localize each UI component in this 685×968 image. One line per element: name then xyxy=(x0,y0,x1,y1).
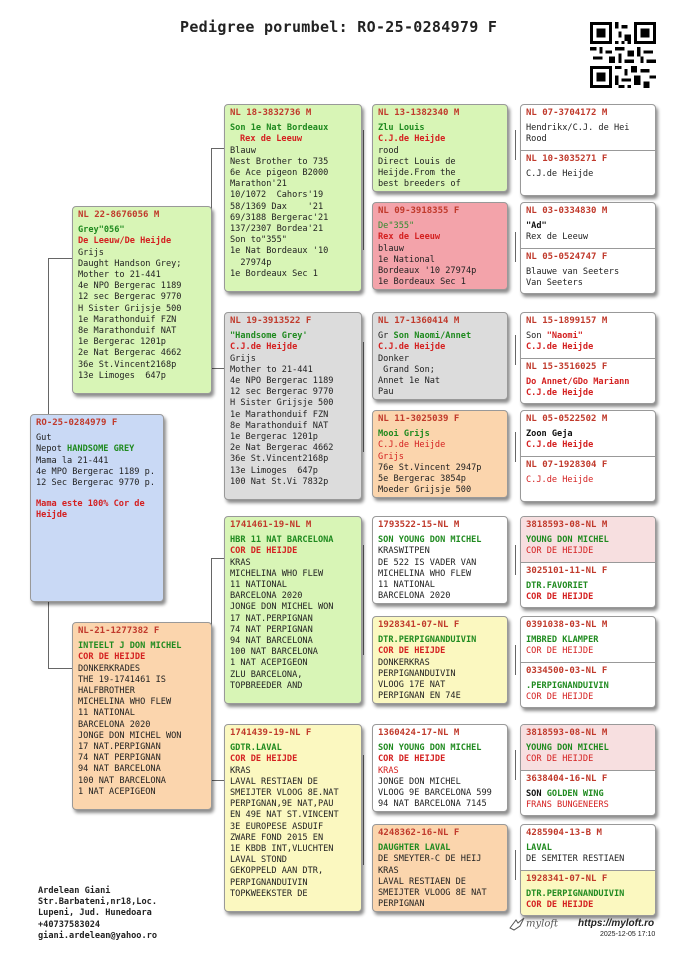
color-text: Gut xyxy=(36,433,52,444)
info-line: VLOOG 17E NAT xyxy=(378,680,446,691)
connector xyxy=(363,342,364,452)
pigeon-name: "Ad" xyxy=(526,221,547,232)
connector xyxy=(515,645,516,675)
breeder-name: COR DE HEIJDE xyxy=(526,900,594,911)
info-line: 2e Nat Bergerac 4662 xyxy=(78,348,182,359)
ring-number: NL 18-3832736 M xyxy=(230,108,312,118)
breeder-name: COR DE HEIJDE xyxy=(526,592,594,603)
owner-phone: +40737583024 xyxy=(38,919,101,930)
info-line: 8e Marathonduif NAT xyxy=(230,420,329,431)
info-line: 137/2307 Bordea'21 xyxy=(230,224,324,235)
info-line: PERPIGNANDUIVIN xyxy=(230,877,308,888)
info-line: Mother to 21-441 xyxy=(230,364,313,375)
pigeon-name: SON YOUNG DON MICHEL xyxy=(378,743,482,754)
info-line: KRAS xyxy=(230,765,251,776)
info-line: rood xyxy=(378,145,399,156)
granddam-paternal-card[interactable] xyxy=(224,312,362,500)
spacer xyxy=(36,489,158,499)
ring-number: NL-21-1277382 F xyxy=(78,626,160,636)
connector xyxy=(211,780,224,781)
info-line: KRAS xyxy=(230,557,251,568)
breeder-name: COR DE HEIJDE xyxy=(78,652,146,663)
gen4-card[interactable] xyxy=(372,312,508,400)
pigeon-name: DTR.FAVORIET xyxy=(526,581,589,592)
info-line: Daught Handson Grey; xyxy=(78,258,182,269)
breeder-name: FRANS BUNGENEERS xyxy=(526,800,609,811)
info-line: 94 NAT BARCELONA xyxy=(78,764,161,775)
gen5-dam[interactable] xyxy=(521,563,655,608)
ring-number: 1741461-19-NL M xyxy=(230,520,312,530)
owner-email[interactable]: giani.ardelean@yahoo.ro xyxy=(38,930,157,941)
info-line: 11 NATIONAL xyxy=(378,580,435,591)
info-line: PERPIGNANDUIVIN xyxy=(378,668,456,679)
ring-number: NL 07-3704172 M xyxy=(526,108,608,118)
info-line: Rood xyxy=(526,134,547,145)
breeder-name: C.J.de Heijde xyxy=(526,388,594,399)
info-line: 5e Bergerac 3854p xyxy=(378,474,466,485)
dam-card[interactable] xyxy=(72,622,212,810)
info-line: LAVAL STOND xyxy=(230,855,287,866)
info-line: JONGE DON MICHEL xyxy=(378,776,461,787)
info-line: 1 NAT ACEPIGEON xyxy=(78,786,156,797)
ring-number: 4248362-16-NL F xyxy=(378,828,460,838)
breeder-name: COR DE HEIJDE xyxy=(378,646,446,657)
info-line: MICHELINA WHO FLEW xyxy=(230,568,324,579)
info-line: KRASWITPEN xyxy=(378,546,430,557)
ring-number: NL 09-3918355 F xyxy=(378,206,460,216)
ring-number: 3818593-08-NL M xyxy=(526,520,608,530)
ring-number: 1793522-15-NL M xyxy=(378,520,460,530)
info-line: 94 NAT BARCELONA 7145 xyxy=(378,799,487,810)
info-line: ZWARE FOND 2015 EN xyxy=(230,832,324,843)
info-line: Rex de Leeuw xyxy=(526,232,589,243)
granddam-maternal-card[interactable] xyxy=(224,724,362,912)
pigeon-name: YOUNG DON MICHEL xyxy=(526,743,609,754)
ring-number: NL 05-0522502 M xyxy=(526,414,608,424)
pigeon-name: LAVAL xyxy=(526,843,552,854)
info-line: Van Seeters xyxy=(526,278,583,289)
gen5-dam[interactable] xyxy=(521,663,655,708)
info-line: MICHELINA WHO FLEW xyxy=(78,697,172,708)
pigeon-name: DAUGHTER LAVAL xyxy=(378,843,451,854)
info-line: BARCELONA 2020 xyxy=(78,719,151,730)
pigeon-name: Mooi Grijs xyxy=(378,429,430,440)
info-line: VLOOG 9E BARCELONA 599 xyxy=(378,788,492,799)
info-line: C.J.de Heijde xyxy=(526,169,594,180)
info-line: LAVAL RESTIAEN DE xyxy=(378,876,466,887)
info-line: Blauw xyxy=(230,145,256,156)
info-line: 6e Ace pigeon B2000 xyxy=(230,168,329,179)
gen5-sire[interactable] xyxy=(521,203,655,249)
info-line: SMEIJTER VLOOG 8E NAT xyxy=(378,888,487,899)
owner-info xyxy=(38,886,157,942)
gen5-pair-card[interactable] xyxy=(520,824,656,916)
breeder-name: De Leeuw/De Heijde xyxy=(78,236,172,247)
gen5-dam[interactable] xyxy=(521,359,655,404)
gen5-pair-card[interactable] xyxy=(520,724,656,816)
breeder-name: C.J.de Heijde xyxy=(378,342,446,353)
sire-card[interactable] xyxy=(72,206,212,394)
pigeon-name: Grey"056" xyxy=(78,225,125,236)
ring-number: NL 17-1360414 M xyxy=(378,316,460,326)
connector xyxy=(211,368,224,369)
logo-text: myloft xyxy=(526,918,559,930)
info-line: PERPIGNAN xyxy=(378,899,425,910)
info-line: 1e Bergerac 1201p xyxy=(78,337,166,348)
info-line: 4e NPO Bergerac 1189 xyxy=(78,281,182,292)
pigeon-name: IMBRED KLAMPER xyxy=(526,635,599,646)
info-line: 13e Limoges 647p xyxy=(230,465,318,476)
breeder-name: C.J.de Heijde xyxy=(378,134,446,145)
info-line: 1e Marathonduif FZN xyxy=(230,409,329,420)
breeder-name: C.J.de Heijde xyxy=(378,440,446,451)
ring-number: 0391038-03-NL M xyxy=(526,620,608,630)
gen5-pair-card[interactable] xyxy=(520,516,656,608)
connector xyxy=(48,258,72,259)
connector xyxy=(48,602,49,668)
connector xyxy=(515,545,516,575)
info-line: H Sister Grijsje 500 xyxy=(78,303,182,314)
info-line: Hendrikx/C.J. de Hei xyxy=(526,123,630,134)
ring-number: 4285904-13-B M xyxy=(526,828,602,838)
connector xyxy=(515,850,516,880)
ring-number: NL 15-3516025 F xyxy=(526,362,608,372)
gen5-pair-card[interactable] xyxy=(520,616,656,708)
ring-number: 3818593-08-NL M xyxy=(526,728,608,738)
info-line: Pau xyxy=(378,387,394,398)
gen5-sire[interactable] xyxy=(521,617,655,663)
info-line: 17 NAT.PERPIGNAN xyxy=(78,742,161,753)
info-line: DE SEMITER RESTIAEN xyxy=(526,854,625,865)
pigeon-name: "Handsome Grey' xyxy=(230,331,308,342)
breeder-name: COR DE HEIJDE xyxy=(230,546,298,557)
info-line: THE 19-1741461 IS xyxy=(78,674,166,685)
ring-number: 3025101-11-NL F xyxy=(526,566,608,576)
pigeon-name: De"355" xyxy=(378,221,415,232)
info-line: 1e Bergerac 1201p xyxy=(230,432,318,443)
connector xyxy=(48,668,72,669)
ring-number: 1928341-07-NL F xyxy=(526,874,608,884)
connector xyxy=(515,335,516,365)
pigeon-name: Gr Son Naomi/Annet xyxy=(378,331,472,342)
pigeon-name: Do Annet/GDo Mariann xyxy=(526,377,630,388)
info-line: KRAS xyxy=(378,865,399,876)
info-line: Grijs xyxy=(230,353,256,364)
info-line: JONGE DON MICHEL WON xyxy=(78,730,182,741)
info-line: GEKOPPELD AAN DTR, xyxy=(230,866,324,877)
page-title: Pedigree porumbel: RO-25-0284979 F xyxy=(180,18,498,36)
gen5-sire[interactable] xyxy=(521,313,655,359)
info-line: 17 NAT.PERPIGNAN xyxy=(230,613,313,624)
myloft-logo xyxy=(508,916,558,932)
pigeon-name: SON GOLDEN WING xyxy=(526,789,604,800)
info-line: 100 Nat St.Vi 7832p xyxy=(230,476,329,487)
info-line: Donker xyxy=(378,353,410,364)
gen5-dam[interactable] xyxy=(521,871,655,916)
pigeon-name: DTR.PERPIGNANDUIVIN xyxy=(378,635,477,646)
breeder-name: COR DE HEIJDE xyxy=(526,646,594,657)
info-line: 8e Marathonduif NAT xyxy=(78,326,177,337)
pigeon-name: HBR 11 NAT BARCELONA xyxy=(230,535,334,546)
gen5-sire[interactable] xyxy=(521,517,655,563)
info-line: PERPIGNAN,9E NAT,PAU xyxy=(230,799,334,810)
info-line: Heijde.From the xyxy=(378,168,456,179)
info-line: 1 NAT ACEPIGEON xyxy=(230,658,308,669)
connector xyxy=(363,755,364,865)
grandsire-paternal-card[interactable] xyxy=(224,104,362,292)
info-line: 1e Nat Bordeaux '10 xyxy=(230,246,329,257)
info-line: blauw xyxy=(378,243,404,254)
info-line: 2e Nat Bergerac 4662 xyxy=(230,443,334,454)
info-line: HALFBROTHER xyxy=(78,686,135,697)
info-line: Marathon'21 xyxy=(230,179,287,190)
gen5-pair-card[interactable] xyxy=(520,104,656,196)
gen5-pair-card[interactable] xyxy=(520,202,656,294)
info-line: Mother to 21-441 xyxy=(78,270,161,281)
ring-number: 0334500-03-NL F xyxy=(526,666,608,676)
info-line: 74 NAT PERPIGNAN xyxy=(230,624,313,635)
gen4-card[interactable] xyxy=(372,824,508,912)
connector xyxy=(515,432,516,462)
info-line: 13e Limoges 647p xyxy=(78,370,166,381)
info-line: 69/3188 Bergerac'21 xyxy=(230,212,329,223)
info-line: 1e Bordeaux Sec 1 xyxy=(230,268,318,279)
breeder-name: COR DE HEIJDE xyxy=(526,754,594,765)
gen5-pair-card[interactable] xyxy=(520,410,656,502)
info-line: 100 NAT BARCELONA xyxy=(78,775,166,786)
ring-number: 1360424-17-NL M xyxy=(378,728,460,738)
info-line: 1E KBDB INT,VLUCHTEN xyxy=(230,844,334,855)
grandsire-maternal-card[interactable] xyxy=(224,516,362,704)
ring-number: 3638404-16-NL F xyxy=(526,774,608,784)
info-line: Grand Son; xyxy=(378,364,435,375)
gen5-dam[interactable] xyxy=(521,771,655,816)
info-line: LAVAL RESTIAEN DE xyxy=(230,776,318,787)
breeder-name: C.J.de Heijde xyxy=(230,342,298,353)
website-link[interactable]: https://myloft.ro xyxy=(578,918,655,929)
pigeon-name: Zoon Geja xyxy=(526,429,573,440)
info-line: Mama la 21-441 xyxy=(36,455,109,466)
info-line: PERPIGNAN EN 74E xyxy=(378,691,461,702)
breeder-name: C.J.de Heijde xyxy=(526,475,594,486)
info-line: Nepot HANDSOME GREY xyxy=(36,444,135,455)
owner-address: Str.Barbateni,nr18,Loc. xyxy=(38,897,157,908)
info-line: 1e National xyxy=(378,254,435,265)
breeder-name: Rex de Leeuw xyxy=(240,134,303,145)
connector xyxy=(363,130,364,250)
gen4-card[interactable] xyxy=(372,202,508,290)
connector xyxy=(48,258,49,414)
owner-city: Lupeni, Jud. Hunedoara xyxy=(38,908,152,919)
info-line: Bordeaux '10 27974p xyxy=(378,266,477,277)
info-line: 4e NPO Bergerac 1189 xyxy=(230,376,334,387)
print-date: 2025-12-05 17:10 xyxy=(600,931,656,938)
connector xyxy=(363,545,364,655)
connector xyxy=(515,750,516,780)
ring-number: NL 22-8676056 M xyxy=(78,210,160,220)
note-text: Mama este 100% Cor de Heijde xyxy=(36,499,145,521)
info-line: Direct Louis de xyxy=(378,156,456,167)
gen5-sire[interactable] xyxy=(521,825,655,871)
pigeon-name: Son "Naomi" xyxy=(526,331,583,342)
info-line: 58/1369 Dax '21 xyxy=(230,201,324,212)
info-line: 10/1072 Cahors'19 xyxy=(230,190,324,201)
breeder-name: C.J.de Heijde xyxy=(526,440,594,451)
breeder-name: COR DE HEIJDE xyxy=(526,546,594,557)
info-line: 12 sec Bergerac 9770 xyxy=(78,292,182,303)
info-line: 74 NAT PERPIGNAN xyxy=(78,753,161,764)
breeder-name: COR DE HEIJDE xyxy=(378,754,446,765)
ring-number: NL 10-3035271 F xyxy=(526,154,608,164)
info-line: Annet 1e Nat xyxy=(378,376,441,387)
info-line: Grijs xyxy=(78,247,104,258)
gen4-card[interactable] xyxy=(372,410,508,498)
breeder-name: COR DE HEIJDE xyxy=(230,754,298,765)
info-line: BARCELONA 2020 xyxy=(230,591,303,602)
info-line: BARCELONA 2020 xyxy=(378,591,451,602)
gen5-sire[interactable] xyxy=(521,105,655,151)
connector xyxy=(515,232,516,262)
info-line: 36e St.Vincent2168p xyxy=(230,454,329,465)
pigeon-logo-icon xyxy=(508,916,526,932)
ring-number: 1928341-07-NL F xyxy=(378,620,460,630)
pigeon-name: DTR.PERPIGNANDUIVIN xyxy=(526,889,625,900)
gen5-dam[interactable] xyxy=(521,151,655,196)
gen5-sire[interactable] xyxy=(521,725,655,771)
info-line: Son to"355" xyxy=(230,235,287,246)
qr-code xyxy=(590,22,656,88)
info-line: Moeder Grijsje 500 xyxy=(378,485,472,496)
ring-number: 1741439-19-NL F xyxy=(230,728,312,738)
info-line: DONKERKRAS xyxy=(378,657,430,668)
connector xyxy=(515,130,516,160)
info-line: H Sister Grijsje 500 xyxy=(230,398,334,409)
info-line: 11 NATIONAL xyxy=(78,708,135,719)
pigeon-name: YOUNG DON MICHEL xyxy=(526,535,609,546)
pigeon-name: .PERPIGNANDUIVIN xyxy=(526,681,609,692)
info-line: Grijs xyxy=(378,451,404,462)
pigeon-name: SON YOUNG DON MICHEL xyxy=(378,535,482,546)
info-line: TOPBREEDER AND xyxy=(230,680,303,691)
breeder-name: Rex de Leeuw xyxy=(378,232,441,243)
ring-number: NL 05-0524747 F xyxy=(526,252,608,262)
info-line: TOPKWEEKSTER DE xyxy=(230,888,308,899)
info-line: MICHELINA WHO FLEW xyxy=(378,568,472,579)
info-line: 76e St.Vincent 2947p xyxy=(378,462,482,473)
gen4-card[interactable] xyxy=(372,724,508,812)
pigeon-name: Son 1e Nat Bordeaux xyxy=(230,123,329,134)
breeder-name: C.J.de Heijde xyxy=(526,342,594,353)
info-line: 94 NAT BARCELONA xyxy=(230,636,313,647)
info-line: Nest Brother to 735 xyxy=(230,156,329,167)
pigeon-name: INTEELT J DON MICHEL xyxy=(78,641,182,652)
pigeon-name: GDTR.LAVAL xyxy=(230,743,282,754)
info-line: 3E EUROPESE ASDUIF xyxy=(230,821,324,832)
connector xyxy=(211,558,224,559)
info-line: JONGE DON MICHEL WON xyxy=(230,602,334,613)
gen4-card[interactable] xyxy=(372,616,508,704)
info-line: EN 49E NAT ST.VINCENT xyxy=(230,810,339,821)
subject-pigeon-card[interactable] xyxy=(30,414,164,602)
info-line: best breeders of xyxy=(378,179,461,190)
ring-number: NL 11-3025039 F xyxy=(378,414,460,424)
connector xyxy=(211,148,224,149)
ring-number: NL 15-1899157 M xyxy=(526,316,608,326)
ring-number: RO-25-0284979 F xyxy=(36,418,118,428)
info-line: ZLU BARCELONA, xyxy=(230,669,303,680)
info-line: DE SMEYTER-C DE HEIJ xyxy=(378,854,482,865)
info-line: 1e Bordeaux Sec 1 xyxy=(378,277,466,288)
info-line: 4e MPO Bergerac 1189 p. xyxy=(36,466,155,477)
info-line: 27974p xyxy=(230,257,272,268)
info-line: 1e Marathonduif FZN xyxy=(78,314,177,325)
gen4-card[interactable] xyxy=(372,104,508,192)
info-line: 36e St.Vincent2168p xyxy=(78,359,177,370)
info-line: Blauwe van Seeters xyxy=(526,267,620,278)
gen5-dam[interactable] xyxy=(521,249,655,294)
breeder-name: COR DE HEIJDE xyxy=(526,692,594,703)
info-line: 100 NAT BARCELONA xyxy=(230,647,318,658)
ring-number: NL 03-0334830 M xyxy=(526,206,608,216)
info-line: 12 Sec Bergerac 9770 p. xyxy=(36,478,155,489)
pigeon-name: Zlu Louis xyxy=(378,123,425,134)
info-line: DONKERKRADES xyxy=(78,663,141,674)
info-line: 11 NATIONAL xyxy=(230,580,287,591)
gen5-sire[interactable] xyxy=(521,411,655,457)
info-line: SMEIJTER VLOOG 8E.NAT xyxy=(230,788,339,799)
ring-number: NL 13-1382340 M xyxy=(378,108,460,118)
owner-name: Ardelean Giani xyxy=(38,886,111,896)
info-line: DE 522 IS VADER VAN xyxy=(378,557,477,568)
gen4-card[interactable] xyxy=(372,516,508,604)
gen5-pair-card[interactable] xyxy=(520,312,656,404)
info-line: KRAS xyxy=(378,765,399,776)
ring-number: NL 19-3913522 F xyxy=(230,316,312,326)
ring-number: NL 07-1928304 F xyxy=(526,460,608,470)
gen5-dam[interactable] xyxy=(521,457,655,502)
info-line: 12 sec Bergerac 9770 xyxy=(230,387,334,398)
